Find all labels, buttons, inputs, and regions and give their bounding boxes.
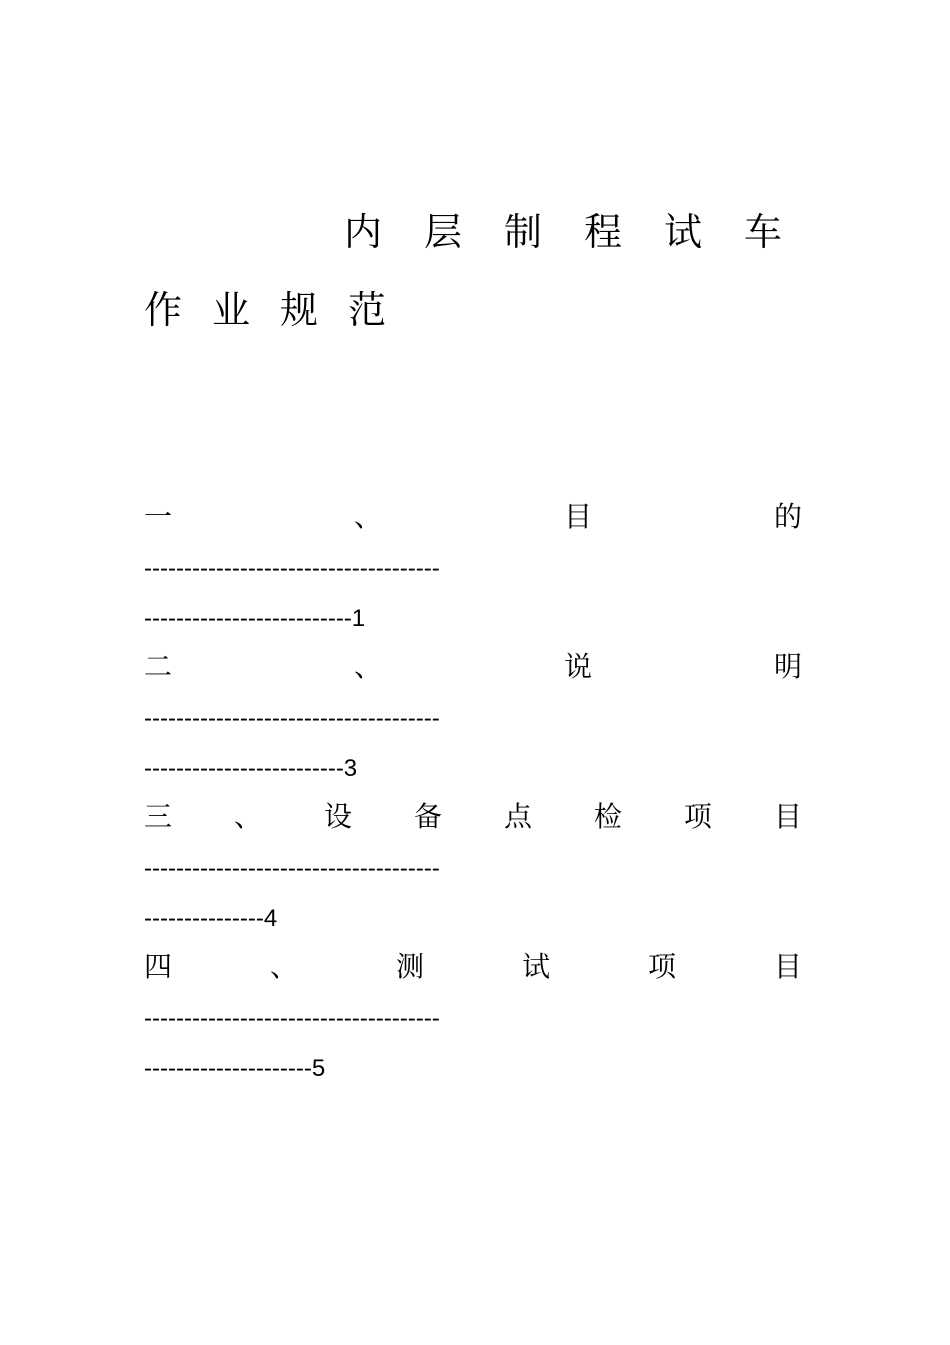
toc-char: 目 — [773, 950, 802, 983]
title-char: 程 — [583, 210, 622, 254]
toc-char: 目 — [773, 800, 802, 833]
title-char: 范 — [347, 288, 386, 332]
toc-char: 、 — [353, 650, 382, 683]
toc-heading-4 — [144, 950, 802, 984]
toc-leader-4b: ---------------------5 — [144, 1055, 326, 1082]
toc-char: 试 — [521, 950, 550, 983]
title-char: 规 — [279, 288, 318, 332]
title-char: 制 — [503, 210, 542, 254]
toc-leader-2a: ------------------------------------- — [144, 705, 440, 732]
toc-leader-3b: ---------------4 — [144, 905, 278, 932]
toc-leader-3a: ------------------------------------- — [144, 855, 440, 882]
toc-char: 备 — [413, 800, 442, 833]
toc-leader-1b: --------------------------1 — [144, 605, 366, 632]
toc-leader-1a: ------------------------------------- — [144, 555, 440, 582]
toc-char: 的 — [773, 500, 802, 533]
toc-char: 说 — [563, 650, 592, 683]
toc-char: 、 — [353, 500, 382, 533]
toc-char: 二 — [144, 650, 173, 683]
toc-char: 测 — [395, 950, 424, 983]
toc-heading-1 — [144, 500, 802, 534]
toc-char: 、 — [269, 950, 298, 983]
toc-char: 检 — [593, 800, 622, 833]
toc-heading-2 — [144, 650, 802, 684]
toc-char: 点 — [503, 800, 532, 833]
toc-leader-4a: ------------------------------------- — [144, 1005, 440, 1032]
toc-char: 项 — [683, 800, 712, 833]
toc-leader-2b: -------------------------3 — [144, 755, 358, 782]
title-char: 业 — [211, 288, 250, 332]
toc-char: 一 — [144, 500, 173, 533]
title-char: 作 — [144, 288, 183, 332]
toc-char: 明 — [773, 650, 802, 683]
toc-heading-3 — [144, 800, 802, 834]
title-char: 车 — [743, 210, 782, 254]
toc-char: 项 — [647, 950, 676, 983]
toc-char: 设 — [323, 800, 352, 833]
title-char: 层 — [423, 210, 462, 254]
toc-char: 、 — [233, 800, 262, 833]
title-char: 试 — [663, 210, 702, 254]
title-line-2 — [144, 288, 386, 332]
title-line-1 — [344, 210, 782, 254]
toc-char: 三 — [144, 800, 173, 833]
title-char: 内 — [344, 210, 383, 254]
toc-char: 目 — [563, 500, 592, 533]
toc-char: 四 — [144, 950, 173, 983]
